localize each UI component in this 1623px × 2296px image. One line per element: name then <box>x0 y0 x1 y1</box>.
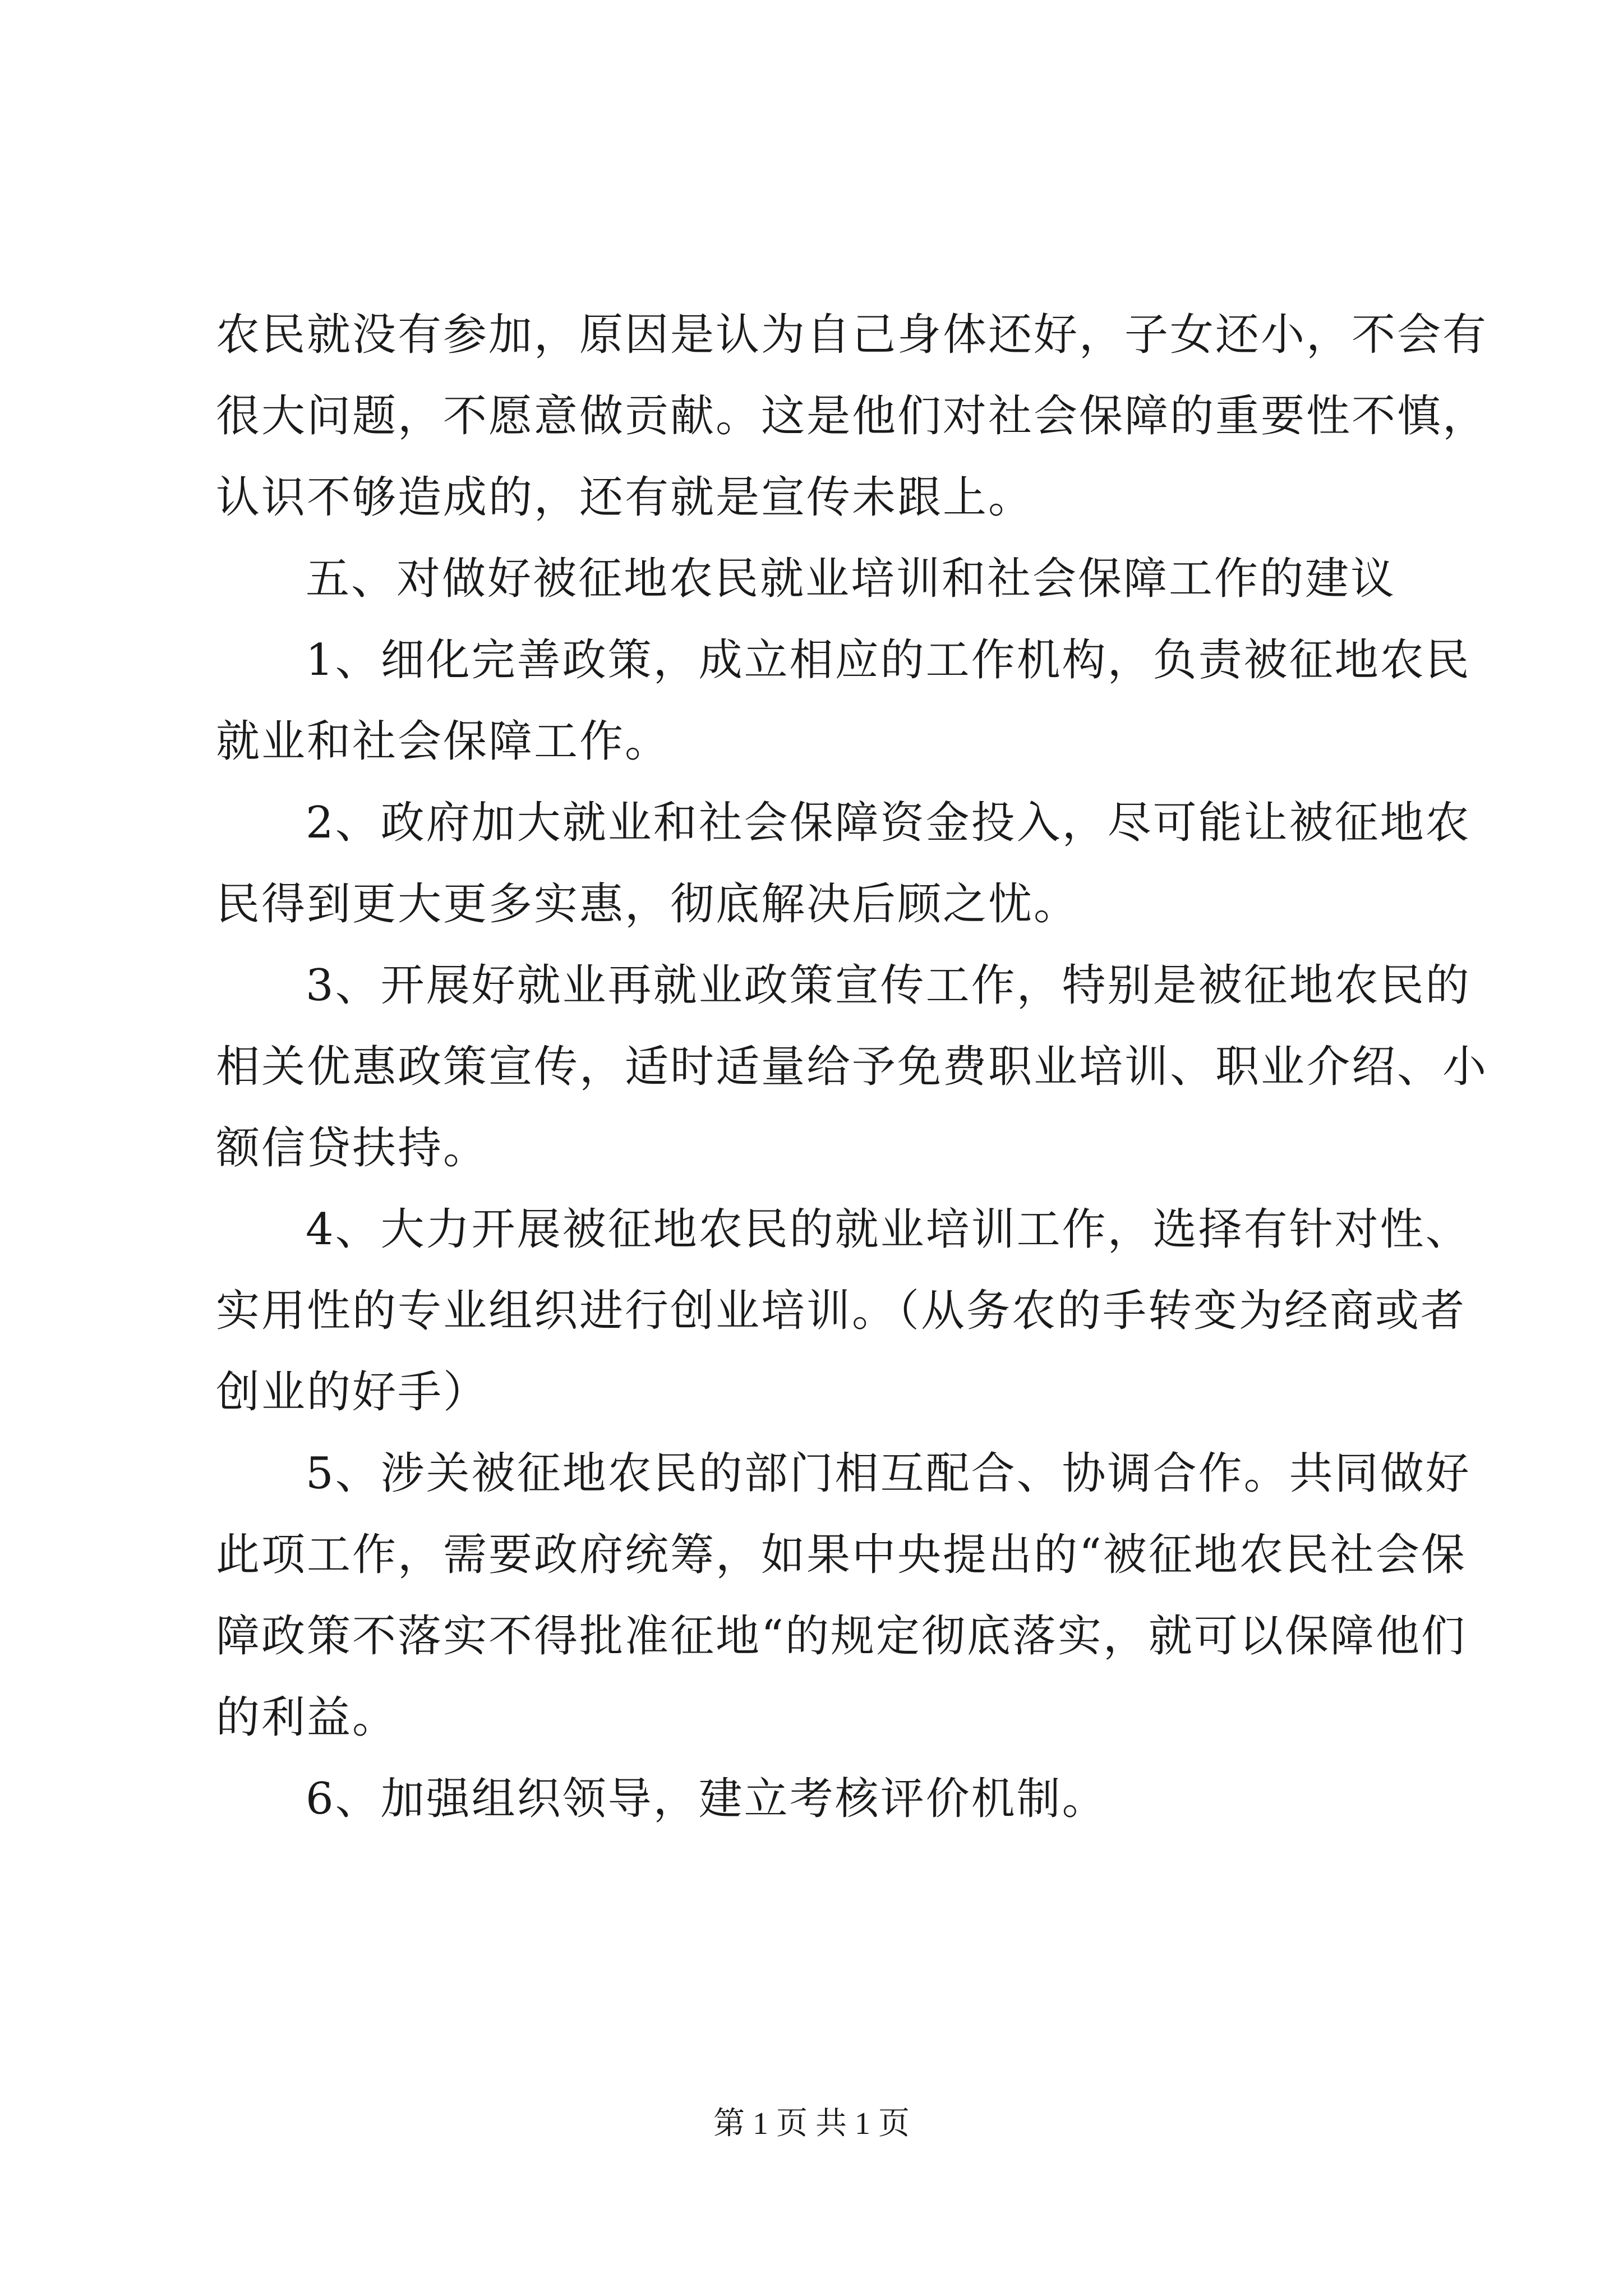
text-line: 6、加强组织领导，建立考核评价机制。 <box>306 1774 1108 1824</box>
text-line: 的利益。 <box>216 1692 398 1743</box>
section-heading: 五、对做好被征地农民就业培训和社会保障工作的建议 <box>306 554 1396 604</box>
text-line: 1、细化完善政策，成立相应的工作机构，负责被征地农民 <box>306 635 1471 685</box>
text-line: 很大问题，不愿意做贡献。这是他们对社会保障的重要性不慎， <box>216 391 1488 441</box>
text-line: 2、政府加大就业和社会保障资金投入，尽可能让被征地农 <box>306 798 1471 848</box>
text-line: 3、开展好就业再就业政策宣传工作，特别是被征地农民的 <box>306 960 1471 1011</box>
text-line: 就业和社会保障工作。 <box>216 716 671 767</box>
text-line: 额信贷扶持。 <box>216 1123 489 1174</box>
text-line: 认识不够造成的，还有就是宣传未跟上。 <box>216 472 1034 523</box>
page-number-footer: 第 1 页 共 1 页 <box>713 2106 910 2141</box>
text-line: 此项工作，需要政府统筹，如果中央提出的“被征地农民社会保 <box>216 1530 1467 1580</box>
text-line: 实用性的专业组织进行创业培训。（从务农的手转变为经商或者 <box>216 1286 1467 1336</box>
text-line: 4、大力开展被征地农民的就业培训工作，选择有针对性、 <box>306 1204 1471 1255</box>
text-line: 民得到更大更多实惠，彻底解决后顾之忧。 <box>216 879 1080 930</box>
text-line: 创业的好手） <box>216 1367 489 1418</box>
text-line: 相关优惠政策宣传，适时适量给予免费职业培训、职业介绍、小 <box>216 1042 1488 1092</box>
text-line: 障政策不落实不得批准征地“的规定彻底落实，就可以保障他们 <box>216 1611 1467 1662</box>
text-line: 5、涉关被征地农民的部门相互配合、协调合作。共同做好 <box>306 1448 1471 1499</box>
text-line: 农民就没有参加，原因是认为自己身体还好，子女还小，不会有 <box>216 310 1488 360</box>
